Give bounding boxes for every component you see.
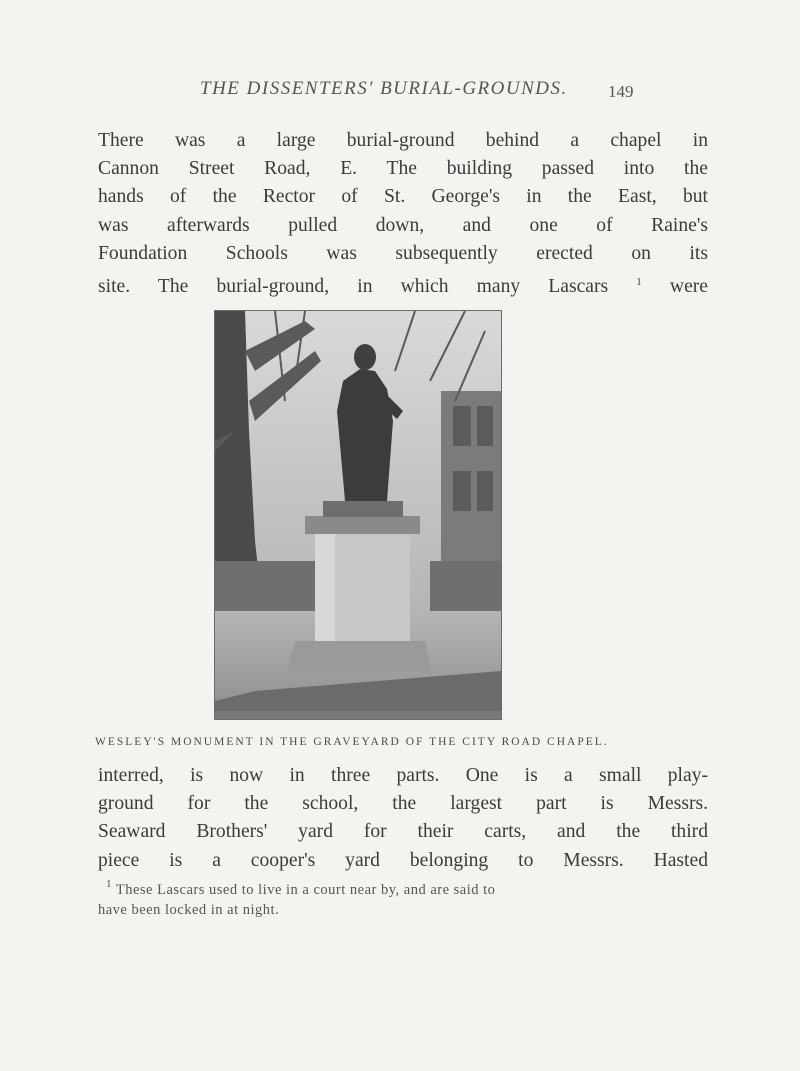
footnote-marker: 1: [106, 878, 112, 890]
text-line: hands of the Rector of St. George's in the East, but: [98, 186, 708, 208]
footnote-line: [98, 874, 698, 900]
text-line: Foundation Schools was subsequently erected on its: [98, 242, 708, 264]
plate-caption: WESLEY'S MONUMENT IN THE GRAVEYARD OF THE CITY ROAD CHAPEL.: [95, 736, 609, 748]
text-line-with-footnote: [98, 268, 708, 296]
text-line: Seaward Brothers' yard for their carts, and the third: [98, 821, 708, 843]
paragraph-bottom: [98, 762, 708, 875]
text-line: ground for the school, the largest part is Messrs.: [98, 793, 708, 815]
page-number: 149: [608, 82, 634, 101]
running-title: THE DISSENTERS' BURIAL-GROUNDS.: [200, 78, 568, 99]
text-line: There was a large burial-ground behind a chapel in: [98, 130, 708, 151]
monument-photograph: [215, 311, 501, 719]
photo-plate: [214, 310, 502, 720]
footnote: [98, 874, 698, 920]
footnote-text: These Lascars used to live in a court near by, and are said to: [115, 882, 496, 898]
footnote-line: have been locked in at night.: [98, 902, 280, 918]
text-fragment: were: [669, 275, 708, 297]
running-head: [0, 78, 800, 110]
text-line: Cannon Street Road, E. The building passed into the: [98, 158, 708, 180]
text-line: piece is a cooper's yard belonging to Messrs. Hasted: [98, 849, 708, 871]
text-line: interred, is now in three parts. One is a small play-: [98, 765, 708, 786]
text-fragment: site. The burial-ground, in which many Lascars: [98, 275, 609, 297]
paragraph-top: [98, 127, 708, 296]
footnote-marker: 1: [636, 275, 642, 288]
text-line: was afterwards pulled down, and one of Raine's: [98, 214, 708, 236]
